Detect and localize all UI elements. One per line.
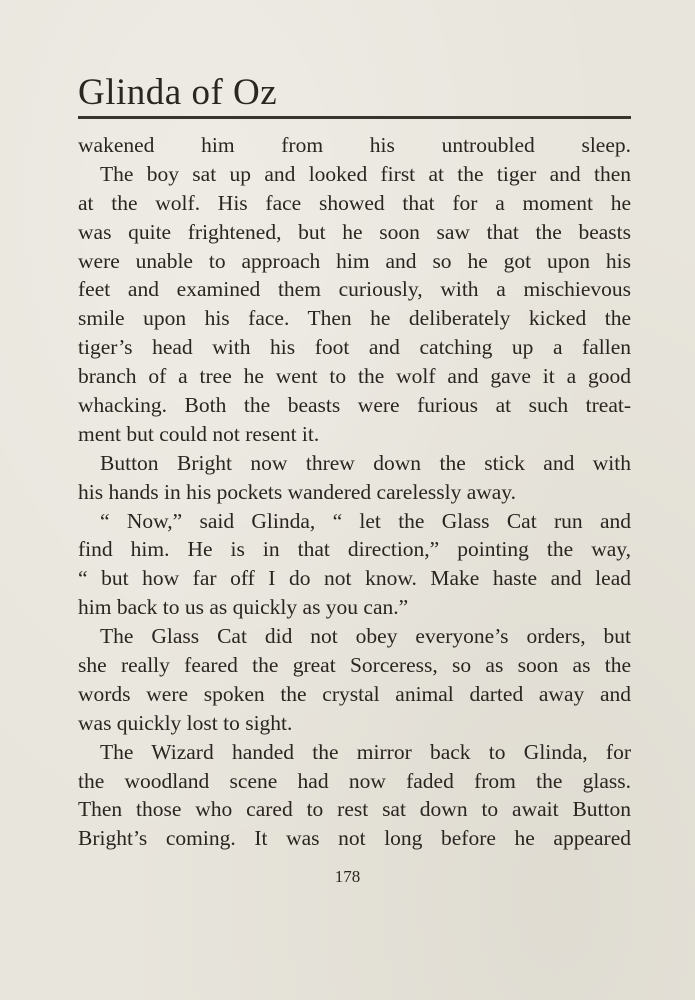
text-line: wakened him from his untroubled sleep. — [78, 133, 631, 157]
text-line: whacking. Both the beasts were furious at such treat- — [78, 393, 631, 418]
text-line: Button Bright now threw down the stick and with — [100, 450, 631, 475]
text-line: branch of a tree he went to the wolf and gave it a good — [78, 364, 631, 389]
text-line: feet and examined them curiously, with a mischievous — [78, 277, 631, 302]
text-line: words were spoken the crystal animal darted away and — [78, 681, 631, 706]
text-line: The boy sat up and looked first at the tiger and then — [100, 161, 631, 186]
text-line: at the wolf. His face showed that for a moment he — [78, 190, 631, 215]
text-line: were unable to approach him and so he got upon his — [78, 248, 631, 273]
text-line: find him. He is in that direction,” pointing the way, — [78, 537, 631, 562]
text-line: tiger’s head with his foot and catching up a fallen — [78, 335, 631, 360]
running-head: Glinda of Oz — [78, 72, 278, 113]
text-line: The Glass Cat did not obey everyone’s orders, but — [100, 624, 631, 649]
text-line: the woodland scene had now faded from the glass. — [78, 768, 631, 793]
text-line: ment but could not resent it. — [78, 421, 320, 446]
text-line: was quite frightened, but he soon saw that the beasts — [78, 219, 631, 244]
text-line: “ Now,” said Glinda, “ let the Glass Cat run and — [100, 508, 631, 533]
text-line: was quickly lost to sight. — [78, 710, 293, 735]
text-line: Then those who cared to rest sat down to await Button — [78, 797, 631, 822]
text-line: she really feared the great Sorceress, so as soon as the — [78, 653, 631, 678]
text-line: The Wizard handed the mirror back to Glinda, for — [100, 739, 631, 764]
body-text — [78, 131, 631, 853]
header-rule — [78, 116, 631, 119]
page-number: 178 — [334, 867, 361, 886]
text-line: him back to us as quickly as you can.” — [78, 595, 409, 620]
text-line: “ but how far off I do not know. Make haste and lead — [78, 566, 631, 591]
text-line: smile upon his face. Then he deliberately kicked the — [78, 306, 631, 331]
text-line: his hands in his pockets wandered carelessly away. — [78, 479, 517, 504]
text-line: Bright’s coming. It was not long before he appeared — [78, 826, 631, 851]
